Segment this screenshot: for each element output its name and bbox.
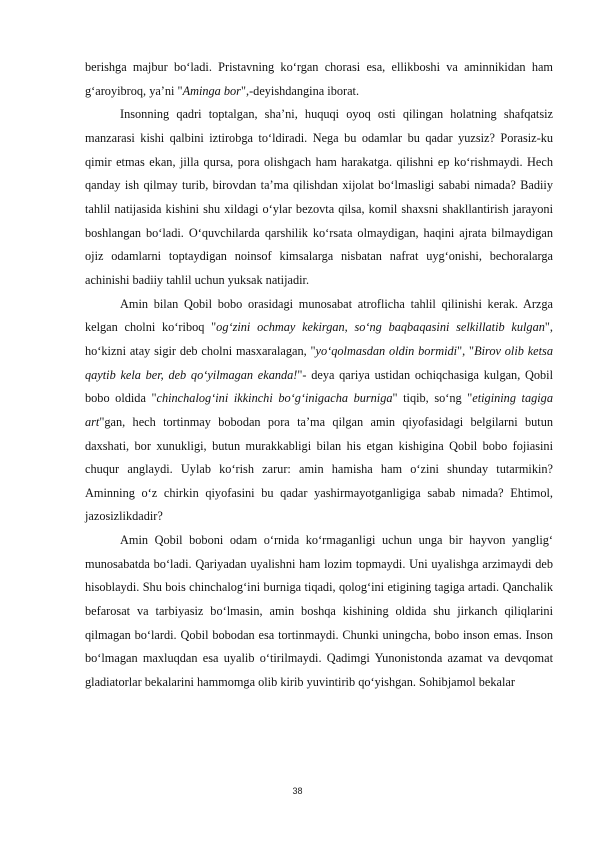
body-text bbox=[85, 56, 553, 695]
page-number: 38 bbox=[292, 786, 303, 796]
text-run: Amin bilan Qobil bobo orasidagi munosabat atroflicha tahlil qilinishi kerak. Arzga kelgan cholni ko‘riboq " bbox=[85, 296, 553, 335]
italic-quote: chinchalog‘ini ikkinchi bo‘g‘inigacha burniga bbox=[156, 391, 393, 406]
text-run: ", " bbox=[457, 343, 475, 358]
text-run: ", ho‘kizni atay sigir deb cholni masxaralagan, " bbox=[85, 320, 553, 358]
paragraph bbox=[85, 56, 553, 103]
text-run: Amin Qobil boboni odam o‘rnida ko‘rmaganligi uchun unga bir hayvon yanglig‘ munosabatda bo‘ladi. Qariyadan uyalishni ham lozim topmaydi. Uni uyalishga arzimaydi deb hisoblaydi. Shu bois chinchalog‘ini burniga tiqadi, qolog‘ini etigining tagiga artadi. Qanchalik befarosat va tarbiyasiz bo‘lmasin, amin boshqa kishining oldida shu jirkanch qiliqlarini qilmagan bo‘lardi. Qobil bobodan esa tortinmaydi. Chunki uningcha, bobo inson emas. Inson bo‘lmagan maxluqdan esa uyalib o‘tirilmaydi. Qadimgi Yunonistonda azamat va devqomat gladiatorlar bekalarini hammomga olib kirib yuvintirib qo‘yishgan. Sohibjamol bekalar bbox=[85, 533, 553, 690]
text-run: "- deya qariya ustidan ochiqchasiga kulgan, Qobil bobo oldida " bbox=[85, 367, 553, 406]
italic-quote: yo‘qolmasdan oldin bormidi bbox=[315, 343, 458, 358]
text-run: Insonning qadri toptalgan, sha’ni, huquqi oyoq osti qilingan holatning shafqatsiz manzarasi kishi qalbini iztirobga to‘ldiradi. Nega bu odamlar bu qadar yuzsiz? Porasiz-ku qimir etmas ekan, jilla qursa, pora olishgach ham harakatga. qilishni ep ko‘rishmaydi. Hech qanday ish qilmay turib, birovdan ta’ma qilishdan xijolat bo‘lmasligi sababi nimada? Badiiy tahlil natijasida kishini shu xildagi o‘ylar bezovta qilsa, komil shaxsni shakllantirish jarayoni boshlangan bo‘ladi. O‘quvchilarda qarshilik ko‘rsata olmaydigan, haqini ajrata bilmaydigan ojiz odamlarni toptaydigan noinsof kimsalarga nisbatan nafrat uyg‘onishi, bechoralarga achinishi badiiy tahlil uchun yuksak natijadir. bbox=[85, 107, 553, 287]
paragraph bbox=[85, 293, 553, 530]
text-run: berishga majbur bo‘ladi. Pristavning ko‘rgan chorasi esa, ellikboshi va aminnikidan ham g‘aroyibroq, ya’ni " bbox=[85, 60, 553, 98]
text-run: "gan, hech tortinmay bobodan pora ta’ma qilgan amin qiyofasidagi belgilarni butun daxshati, bor xunukligi, butun murakkabligi bilan his etgan kishigina Qobil bobo fojiasini chuqur anglaydi. Uylab ko‘rish zarur: amin hamisha ham o‘zini shunday tutarmikin? Aminning o‘z chirkin qiyofasini bu qadar yashirmayotganligiga sabab nimada? Ehtimol, jazosizlikdadir? bbox=[85, 414, 553, 524]
italic-quote: og‘zini ochmay kekirgan, so‘ng baqbaqasini selkillatib kulgan bbox=[216, 320, 545, 335]
paragraph bbox=[85, 103, 553, 292]
paragraph bbox=[85, 529, 553, 695]
italic-quote: etigining tagiga art bbox=[85, 391, 553, 429]
text-run: ",-deyishdangina iborat. bbox=[240, 83, 360, 98]
italic-quote: Birov olib ketsa qaytib kela ber, deb qo‘yilmagan ekanda! bbox=[85, 343, 553, 382]
text-run: " tiqib, so‘ng " bbox=[392, 391, 473, 406]
italic-quote: Aminga bor bbox=[182, 83, 241, 98]
